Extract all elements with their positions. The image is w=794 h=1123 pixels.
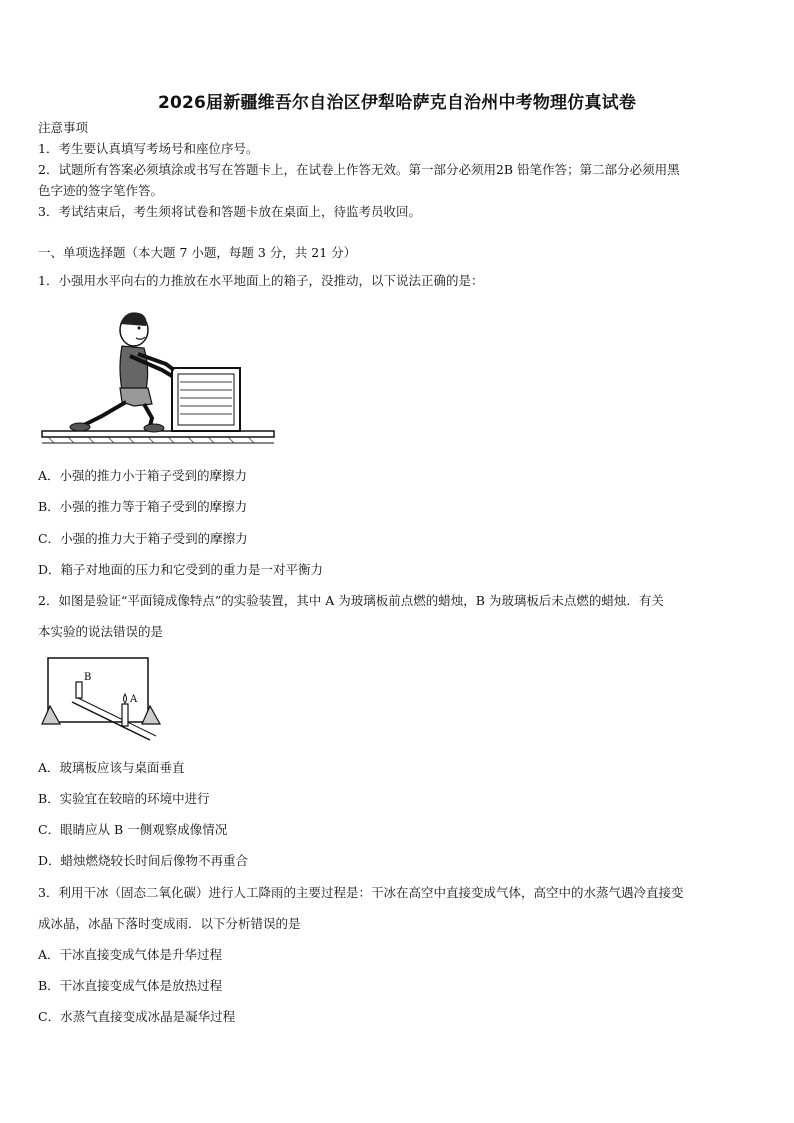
q3-option-c: C．水蒸气直接变成冰晶是凝华过程 (38, 1009, 236, 1024)
q1-option-c: C．小强的推力大于箱子受到的摩擦力 (38, 531, 248, 546)
q1-option-a: A．小强的推力小于箱子受到的摩擦力 (38, 468, 248, 483)
q2-option-c: C．眼睛应从 B 一侧观察成像情况 (38, 822, 228, 837)
q3-option-b: B．干冰直接变成气体是放热过程 (38, 978, 223, 993)
notice-item-1: 1．考生要认真填写考场号和座位序号。 (38, 141, 259, 156)
notice-item-3: 3．考试结束后，考生须将试卷和答题卡放在桌面上，待监考员收回。 (38, 204, 421, 219)
q2-label-a: A (130, 694, 138, 705)
q2-option-d: D．蜡烛燃烧较长时间后像物不再重合 (38, 853, 249, 868)
q3-stem-line2: 成冰晶，冰晶下落时变成雨．以下分析错误的是 (38, 916, 301, 931)
q2-label-b: B (84, 672, 92, 683)
notice-heading: 注意事项 (38, 120, 89, 135)
notice-item-2-cont: 色字迹的签字笔作答。 (38, 183, 164, 198)
section-heading: 一、单项选择题（本大题 7 小题，每题 3 分，共 21 分） (38, 245, 357, 260)
q1-boy-pushing-box-figure (38, 298, 278, 456)
q2-option-a: A．玻璃板应该与桌面垂直 (38, 760, 185, 775)
q2-option-b: B．实验宜在较暗的环境中进行 (38, 791, 210, 806)
exam-title: 2026届新疆维吾尔自治区伊犁哈萨克自治州中考物理仿真试卷 (157, 93, 637, 113)
q1-stem: 1．小强用水平向右的力推放在水平地面上的箱子，没推动，以下说法正确的是： (38, 273, 484, 288)
q1-option-b: B．小强的推力等于箱子受到的摩擦力 (38, 499, 248, 514)
notice-item-2: 2．试题所有答案必须填涂或书写在答题卡上，在试卷上作答无效。第一部分必须用2B 铅笔作答；第二部分必须用黑 (38, 162, 680, 177)
q1-option-d: D．箱子对地面的压力和它受到的重力是一对平衡力 (38, 562, 324, 577)
q2-stem-line2: 本实验的说法错误的是 (38, 624, 164, 639)
q2-mirror-experiment-figure (38, 652, 164, 748)
q2-stem-line1: 2．如图是验证“平面镜成像特点”的实验装置，其中 A 为玻璃板前点燃的蜡烛，B 为玻璃板后未点燃的蜡烛．有关 (38, 593, 664, 608)
q3-stem-line1: 3．利用干冰（固态二氧化碳）进行人工降雨的主要过程是：干冰在高空中直接变成气体，高空中的水蒸气遇冷直接变 (38, 885, 684, 900)
q3-option-a: A．干冰直接变成气体是升华过程 (38, 947, 223, 962)
